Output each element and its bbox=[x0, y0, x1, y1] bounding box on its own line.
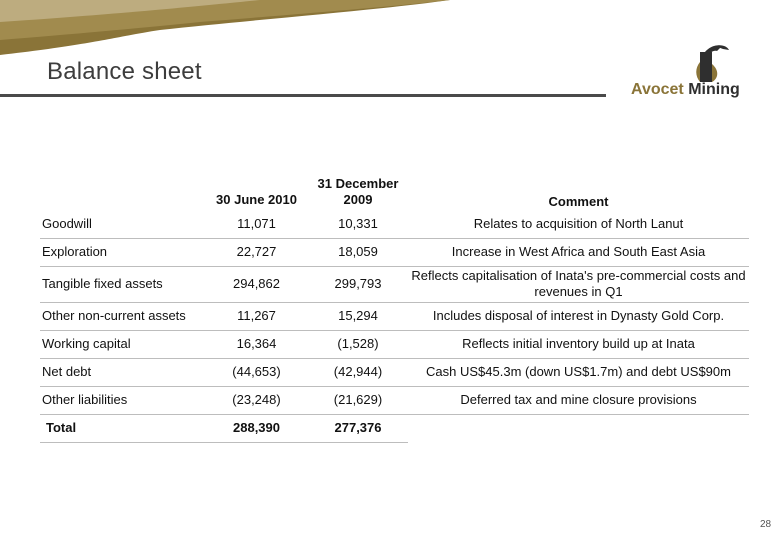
table-row bbox=[40, 330, 749, 358]
title-divider bbox=[0, 94, 606, 97]
value-2010: 16,364 bbox=[205, 330, 308, 358]
row-label: Other non-current assets bbox=[40, 302, 205, 330]
table-header-row bbox=[40, 170, 749, 210]
header-30-june-2010: 30 June 2010 bbox=[216, 192, 297, 207]
row-label: Goodwill bbox=[40, 210, 205, 238]
row-comment: Increase in West Africa and South East Asia bbox=[408, 238, 749, 266]
total-row bbox=[40, 414, 749, 442]
logo-word-mining: Mining bbox=[683, 81, 740, 98]
table-row bbox=[40, 358, 749, 386]
row-label: Tangible fixed assets bbox=[40, 266, 205, 302]
row-comment: Deferred tax and mine closure provisions bbox=[408, 386, 749, 414]
row-comment: Reflects initial inventory build up at Inata bbox=[408, 330, 749, 358]
row-comment: Includes disposal of interest in Dynasty Gold Corp. bbox=[408, 302, 749, 330]
balance-sheet-table bbox=[40, 170, 749, 443]
page-number: 28 bbox=[760, 519, 772, 530]
row-label: Exploration bbox=[40, 238, 205, 266]
value-2010: (44,653) bbox=[205, 358, 308, 386]
row-label: Working capital bbox=[40, 330, 205, 358]
total-label: Total bbox=[40, 414, 205, 442]
table-row bbox=[40, 238, 749, 266]
company-logo-text bbox=[631, 81, 740, 99]
row-label: Net debt bbox=[40, 358, 205, 386]
table-row bbox=[40, 302, 749, 330]
value-2009: 15,294 bbox=[308, 302, 408, 330]
value-2010: 11,071 bbox=[205, 210, 308, 238]
page-title: Balance sheet bbox=[47, 58, 202, 85]
header-comment: Comment bbox=[548, 194, 609, 209]
row-comment: Relates to acquisition of North Lanut bbox=[408, 210, 749, 238]
table-row bbox=[40, 210, 749, 238]
value-2010: 294,862 bbox=[205, 266, 308, 302]
value-2009: 18,059 bbox=[308, 238, 408, 266]
table-row bbox=[40, 266, 749, 302]
value-2010: (23,248) bbox=[205, 386, 308, 414]
total-2009: 277,376 bbox=[308, 414, 408, 442]
row-comment: Cash US$45.3m (down US$1.7m) and debt US$90m bbox=[408, 358, 749, 386]
value-2009: 299,793 bbox=[308, 266, 408, 302]
row-comment: Reflects capitalisation of Inata's pre-commercial costs and revenues in Q1 bbox=[408, 266, 749, 302]
header-label bbox=[40, 170, 205, 210]
logo-word-avocet: Avocet bbox=[631, 81, 684, 98]
row-label: Other liabilities bbox=[40, 386, 205, 414]
value-2010: 11,267 bbox=[205, 302, 308, 330]
value-2009: 10,331 bbox=[308, 210, 408, 238]
header-31-december-2009: 31 December 2009 bbox=[317, 176, 399, 207]
total-2010: 288,390 bbox=[205, 414, 308, 442]
value-2009: (21,629) bbox=[308, 386, 408, 414]
value-2010: 22,727 bbox=[205, 238, 308, 266]
value-2009: (1,528) bbox=[308, 330, 408, 358]
table-row bbox=[40, 386, 749, 414]
total-comment bbox=[408, 414, 749, 442]
value-2009: (42,944) bbox=[308, 358, 408, 386]
